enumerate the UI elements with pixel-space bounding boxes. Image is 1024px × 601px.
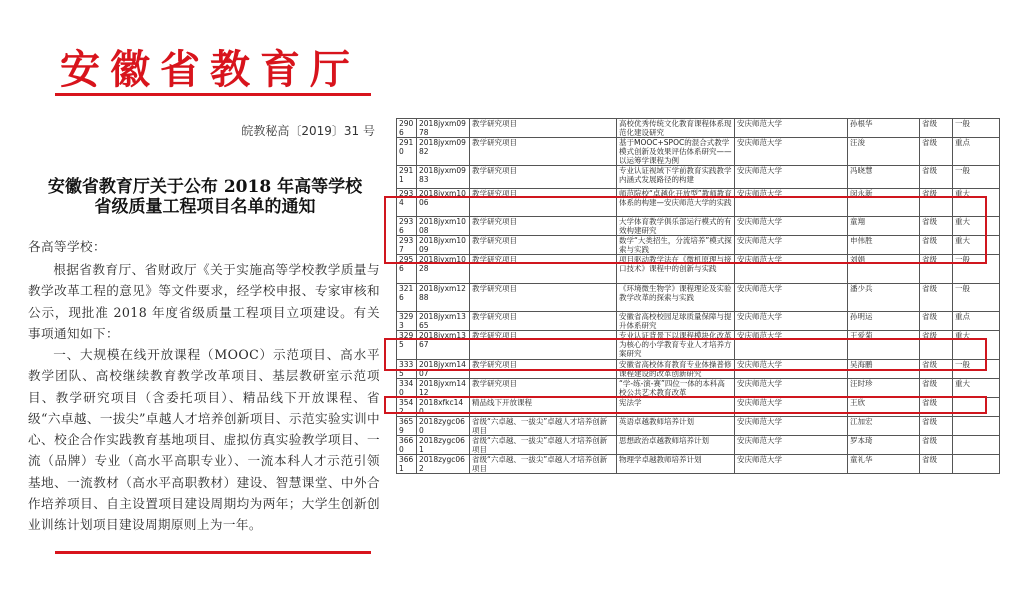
cell-project-category: 教学研究项目 <box>470 284 617 312</box>
footer-divider <box>55 551 371 554</box>
cell-grade: 重点 <box>953 312 1000 331</box>
cell-grade: 重大 <box>953 331 1000 360</box>
cell-school: 安庆师范大学 <box>735 255 848 284</box>
cell-grade: 重大 <box>953 236 1000 255</box>
cell-project-category: 教学研究项目 <box>470 379 617 398</box>
cell-project-code: 2018jyxm1008 <box>417 217 470 236</box>
cell-project-code: 2018jyxm1412 <box>417 379 470 398</box>
cell-school: 安庆师范大学 <box>735 236 848 255</box>
table-row <box>397 284 1000 312</box>
cell-row-number: 3542 <box>397 398 417 417</box>
cell-leader: 王爱菊 <box>848 331 920 360</box>
table-row <box>397 312 1000 331</box>
cell-project-name: 宪法学 <box>617 398 735 417</box>
official-notice-page <box>0 0 395 601</box>
cell-row-number: 3659 <box>397 417 417 436</box>
cell-school: 安庆师范大学 <box>735 138 848 166</box>
cell-project-name: 专业认证视域下学前教育实践教学内涵式发展路径的构建 <box>617 166 735 189</box>
cell-project-category: 省级“六卓越、一拔尖”卓越人才培养创新项目 <box>470 436 617 455</box>
cell-project-code: 2018jyxm1028 <box>417 255 470 284</box>
table-row <box>397 138 1000 166</box>
cell-project-code: 2018jyxm1009 <box>417 236 470 255</box>
project-table <box>396 118 1000 474</box>
cell-project-name: 物理学卓越教师培养计划 <box>617 455 735 474</box>
cell-project-code: 2018jyxm1367 <box>417 331 470 360</box>
cell-school: 安庆师范大学 <box>735 398 848 417</box>
cell-row-number: 2936 <box>397 217 417 236</box>
cell-project-category: 教学研究项目 <box>470 217 617 236</box>
cell-project-category: 教学研究项目 <box>470 360 617 379</box>
cell-grade: 一般 <box>953 166 1000 189</box>
project-list-table-image <box>396 118 999 474</box>
cell-row-number: 3295 <box>397 331 417 360</box>
cell-project-name: 基于MOOC+SPOC的混合式教学模式创新及效果评估体系研究——以运筹学课程为例 <box>617 138 735 166</box>
cell-project-name: 师范院校“卓越化开放型”教师教育体系的构建—安庆师范大学的实践 <box>617 189 735 217</box>
table-row <box>397 417 1000 436</box>
cell-project-code: 2018xfkc140 <box>417 398 470 417</box>
cell-leader: 申伟胜 <box>848 236 920 255</box>
cell-leader: 汪浚 <box>848 138 920 166</box>
cell-level: 省级 <box>920 217 953 236</box>
cell-level: 省级 <box>920 255 953 284</box>
cell-grade: 重大 <box>953 217 1000 236</box>
cell-grade <box>953 417 1000 436</box>
cell-grade: 重大 <box>953 189 1000 217</box>
cell-project-category: 教学研究项目 <box>470 255 617 284</box>
cell-grade: 一般 <box>953 360 1000 379</box>
cell-row-number: 3293 <box>397 312 417 331</box>
cell-level: 省级 <box>920 360 953 379</box>
cell-project-code: 2018jyxm0983 <box>417 166 470 189</box>
cell-project-name: “学-练-演-赛”四位一体的本科高校公共艺术教育改革 <box>617 379 735 398</box>
notice-title <box>40 177 370 217</box>
cell-level: 省级 <box>920 331 953 360</box>
cell-row-number: 2910 <box>397 138 417 166</box>
cell-leader: 孙明运 <box>848 312 920 331</box>
cell-project-code: 2018zygc061 <box>417 436 470 455</box>
cell-level: 省级 <box>920 138 953 166</box>
highlight-box-group-1 <box>384 196 987 264</box>
cell-grade: 重大 <box>953 379 1000 398</box>
cell-project-category: 省级“六卓越、一拔尖”卓越人才培养创新项目 <box>470 417 617 436</box>
cell-grade: 一般 <box>953 255 1000 284</box>
cell-level: 省级 <box>920 398 953 417</box>
cell-grade: 重点 <box>953 138 1000 166</box>
cell-project-code: 2018jyxm0978 <box>417 119 470 138</box>
cell-project-code: 2018zygc062 <box>417 455 470 474</box>
cell-level: 省级 <box>920 417 953 436</box>
cell-school: 安庆师范大学 <box>735 119 848 138</box>
cell-leader: 王欣 <box>848 398 920 417</box>
cell-project-name: 专业认证背景下以课程模块化改革为核心的小学教育专业人才培养方案研究 <box>617 331 735 360</box>
cell-project-code: 2018jyxm1006 <box>417 189 470 217</box>
cell-leader: 童礼华 <box>848 455 920 474</box>
cell-row-number: 3660 <box>397 436 417 455</box>
cell-leader: 闵永新 <box>848 189 920 217</box>
cell-project-name: 思想政治卓越教师培养计划 <box>617 436 735 455</box>
cell-project-name: 英语卓越教师培养计划 <box>617 417 735 436</box>
cell-school: 安庆师范大学 <box>735 360 848 379</box>
cell-school: 安庆师范大学 <box>735 217 848 236</box>
cell-leader: 潘少兵 <box>848 284 920 312</box>
cell-level: 省级 <box>920 312 953 331</box>
cell-school: 安庆师范大学 <box>735 331 848 360</box>
cell-project-category: 省级“六卓越、一拔尖”卓越人才培养创新项目 <box>470 455 617 474</box>
cell-level: 省级 <box>920 455 953 474</box>
salutation: 各高等学校： <box>28 239 106 254</box>
cell-project-name: 大学体育教学俱乐部运行模式的有效构建研究 <box>617 217 735 236</box>
cell-project-code: 2018jyxm1365 <box>417 312 470 331</box>
cell-project-category: 教学研究项目 <box>470 189 617 217</box>
cell-school: 安庆师范大学 <box>735 455 848 474</box>
cell-leader: 吴海鹏 <box>848 360 920 379</box>
cell-project-name: 安徽省高校体育教育专业体操普修课程建设的改革创新研究 <box>617 360 735 379</box>
masthead: 安徽省教育厅 <box>60 47 360 93</box>
cell-school: 安庆师范大学 <box>735 417 848 436</box>
masthead-divider <box>55 93 371 96</box>
cell-project-category: 教学研究项目 <box>470 119 617 138</box>
cell-project-category: 教学研究项目 <box>470 331 617 360</box>
cell-project-category: 教学研究项目 <box>470 312 617 331</box>
notice-title-line1: 安徽省教育厅关于公布 2018 年高等学校 <box>47 177 363 197</box>
cell-level: 省级 <box>920 436 953 455</box>
cell-grade <box>953 436 1000 455</box>
cell-project-name: 安徽省高校校园足球质量保障与提升体系研究 <box>617 312 735 331</box>
table-row <box>397 455 1000 474</box>
cell-leader: 刘娟 <box>848 255 920 284</box>
highlight-box-group-2 <box>384 338 987 371</box>
table-row <box>397 119 1000 138</box>
cell-project-category: 教学研究项目 <box>470 236 617 255</box>
cell-project-category: 教学研究项目 <box>470 166 617 189</box>
cell-leader: 江加宏 <box>848 417 920 436</box>
table-row <box>397 436 1000 455</box>
cell-row-number: 2911 <box>397 166 417 189</box>
cell-row-number: 2934 <box>397 189 417 217</box>
cell-level: 省级 <box>920 189 953 217</box>
cell-project-code: 2018jyxm0982 <box>417 138 470 166</box>
table-row <box>397 379 1000 398</box>
notice-title-line2: 省级质量工程项目名单的通知 <box>94 197 316 217</box>
cell-grade <box>953 455 1000 474</box>
cell-project-name: 高校优秀传统文化教育课程体系现范化建设研究 <box>617 119 735 138</box>
cell-row-number: 3335 <box>397 360 417 379</box>
cell-leader: 汪时珍 <box>848 379 920 398</box>
cell-grade: 一般 <box>953 119 1000 138</box>
cell-project-category: 精品线下开放课程 <box>470 398 617 417</box>
body-paragraph-1: 根据省教育厅、省财政厅《关于实施高等学校教学质量与教学改革工程的意见》等文件要求，经学校申报、专家审核和公示，现批准 2018 年度省级质量工程项目立项建设。有关事项通知如下： <box>28 262 380 341</box>
cell-school: 安庆师范大学 <box>735 166 848 189</box>
cell-row-number: 2906 <box>397 119 417 138</box>
cell-row-number: 3340 <box>397 379 417 398</box>
cell-school: 安庆师范大学 <box>735 312 848 331</box>
cell-school: 安庆师范大学 <box>735 284 848 312</box>
cell-row-number: 3661 <box>397 455 417 474</box>
cell-project-category: 教学研究项目 <box>470 138 617 166</box>
cell-row-number: 2937 <box>397 236 417 255</box>
table-row <box>397 166 1000 189</box>
highlight-box-group-3 <box>384 396 987 414</box>
cell-grade: 一般 <box>953 284 1000 312</box>
cell-level: 省级 <box>920 284 953 312</box>
cell-project-code: 2018jyxm1288 <box>417 284 470 312</box>
document-number: 皖教秘高〔2019〕31 号 <box>241 124 375 138</box>
cell-leader: 冯晓慧 <box>848 166 920 189</box>
cell-project-code: 2018zygc060 <box>417 417 470 436</box>
cell-project-name: 数学“大类招生，分流培养”模式探索与实践 <box>617 236 735 255</box>
cell-level: 省级 <box>920 166 953 189</box>
cell-project-code: 2018jyxm1407 <box>417 360 470 379</box>
cell-row-number: 3216 <box>397 284 417 312</box>
cell-level: 省级 <box>920 236 953 255</box>
cell-school: 安庆师范大学 <box>735 189 848 217</box>
cell-leader: 童翔 <box>848 217 920 236</box>
cell-level: 省级 <box>920 119 953 138</box>
cell-school: 安庆师范大学 <box>735 436 848 455</box>
cell-project-name: 项目驱动教学法在《微机原理与接口技术》课程中的创新与实践 <box>617 255 735 284</box>
cell-leader: 孙根华 <box>848 119 920 138</box>
cell-level: 省级 <box>920 379 953 398</box>
cell-school: 安庆师范大学 <box>735 379 848 398</box>
cell-row-number: 2956 <box>397 255 417 284</box>
cell-project-name: 《环境微生物学》课程理论及实验教学改革的探索与实践 <box>617 284 735 312</box>
body-paragraph-2: 一、大规模在线开放课程（MOOC）示范项目、高水平教学团队、高校继续教育教学改革项目、基层教研室示范项目、教学研究项目（含委托项目）、精品线下开放课程、省级“六卓越、一拔尖”卓越人才培养创新项目、示范实验实训中心、校企合作实践教育基地项目、虚拟仿真实验教学项目、一流（品牌）专业（高水平高职专业）、一流本科人才示范引领基地、一流教材（高水平高职教材）建设、智慧课堂、中外合作培养项目、自主设置项目建设周期均为两年；大学生创新创业训练计划项目建设周期原则上为一年。 <box>28 347 380 533</box>
cell-leader: 罗本琦 <box>848 436 920 455</box>
